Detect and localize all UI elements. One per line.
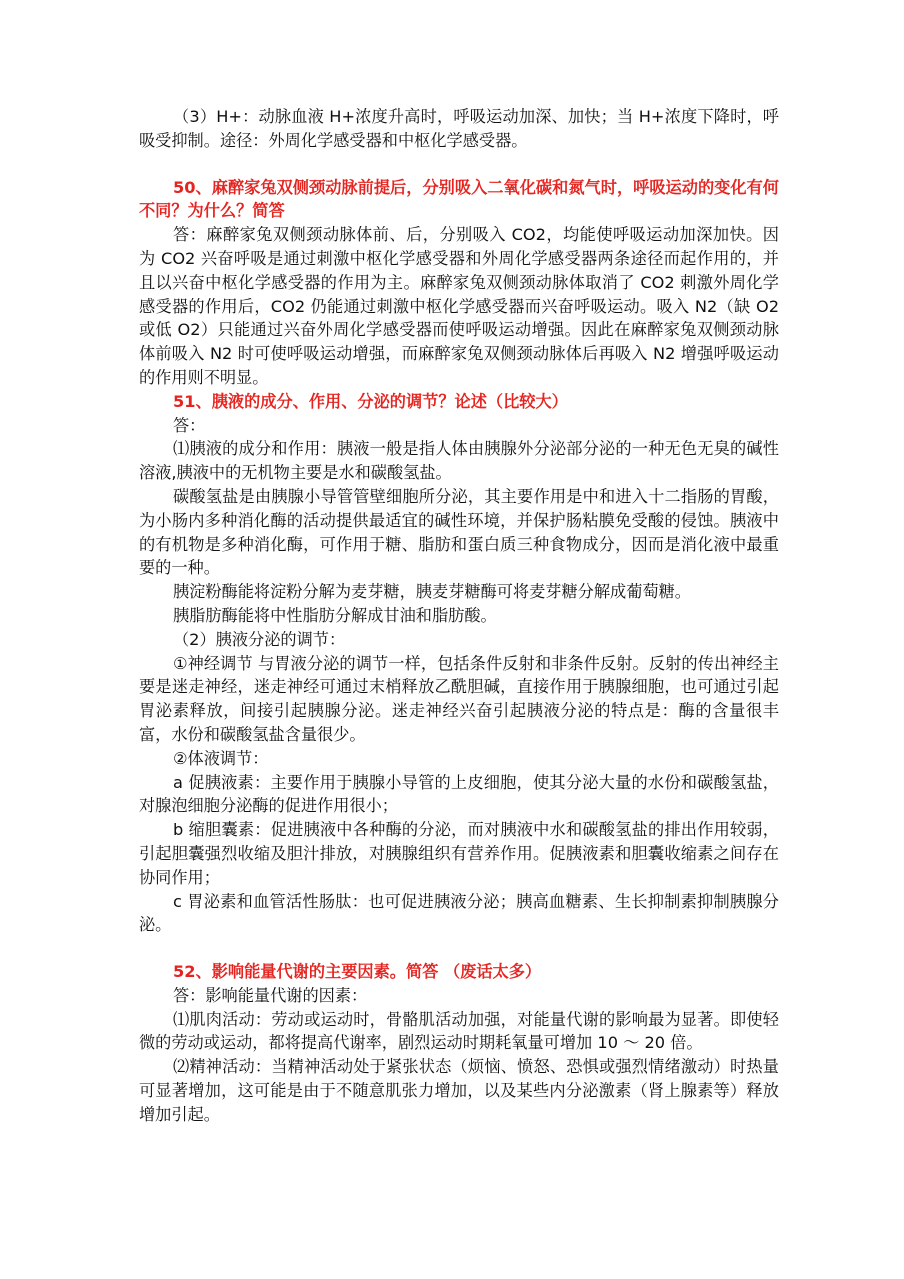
answer-51-humoral-title: ②体液调节：	[173, 748, 269, 768]
answer-51-cck: b 缩胆囊素：促进胰液中各种酶的分泌，而对胰液中水和碳酸氢盐的排出作用较弱，引起胆囊强烈收缩及胆汁排放，对胰腺组织有营养作用。促胰液素和胆囊收缩素之间存在协同作用；	[139, 820, 779, 887]
answer-51-secretin: a 促胰液素：主要作用于胰腺小导管的上皮细胞，使其分泌大量的水份和碳酸氢盐，对腺泡细胞分泌酶的促进作用很小；	[139, 772, 779, 816]
heading-question-50: 50、麻醉家兔双侧颈动脉前提后，分别吸入二氧化碳和氮气时，呼吸运动的变化有何不同？为什么？简答	[139, 177, 779, 221]
answer-50: 答：麻醉家兔双侧颈动脉体前、后，分别吸入 CO2，均能使呼吸运动加深加快。因为 CO2 兴奋呼吸是通过刺激中枢化学感受器和外周化学感受器两条途径而起作用的，并且以兴奋中枢化学感受器的作用为主。麻醉家兔双侧颈动脉体取消了 CO2 刺激外周化学感受器的作用后，CO2 仍能通过刺激中枢化学感受器而兴奋呼吸运动。吸入 N2（缺 O2 或低 O2）只能通过兴奋外周化学感受器而使呼吸运动增强。因此在麻醉家兔双侧颈动脉体前吸入 N2 时可使呼吸运动增强，而麻醉家兔双侧颈动脉体后再吸入 N2 增强呼吸运动的作用则不明显。	[139, 225, 779, 387]
document-body	[139, 105, 779, 1127]
answer-52-label: 答：影响能量代谢的因素：	[173, 985, 368, 1005]
heading-question-52: 52、影响能量代谢的主要因素。简答 （废话太多）	[173, 962, 542, 982]
answer-51-gastrin: c 胃泌素和血管活性肠肽：也可促进胰液分泌；胰高血糖素、生长抑制素抑制胰腺分泌。	[139, 891, 779, 935]
heading-question-51: 51、胰液的成分、作用、分泌的调节？论述（比较大）	[173, 391, 568, 411]
answer-51-bicarbonate: 碳酸氢盐是由胰腺小导管管壁细胞所分泌，其主要作用是中和进入十二指肠的胃酸，为小肠内多种消化酶的活动提供最适宜的碱性环境，并保护肠粘膜免受酸的侵蚀。胰液中的有机物是多种消化酶，可作用于糖、脂肪和蛋白质三种食物成分，因而是消化液中最重要的一种。	[139, 486, 779, 578]
answer-51-composition: ⑴胰液的成分和作用：胰液一般是指人体由胰腺外分泌部分泌的一种无色无臭的碱性溶液,胰液中的无机物主要是水和碳酸氢盐。	[139, 439, 779, 483]
paragraph-h-plus: （3）H+：动脉血液 H+浓度升高时，呼吸运动加深、加快；当 H+浓度下降时，呼吸受抑制。途径：外周化学感受器和中枢化学感受器。	[139, 107, 779, 150]
answer-52-mental: ⑵精神活动：当精神活动处于紧张状态（烦恼、愤怒、恐惧或强烈情绪激动）时热量可显著增加，这可能是由于不随意肌张力增加，以及某些内分泌激素（肾上腺素等）释放增加引起。	[139, 1057, 779, 1124]
answer-51-amylase: 胰淀粉酶能将淀粉分解为麦芽糖，胰麦芽糖酶可将麦芽糖分解成葡萄糖。	[173, 582, 691, 602]
answer-51-label: 答：	[173, 415, 206, 435]
answer-51-regulation-title: （2）胰液分泌的调节：	[173, 629, 346, 649]
answer-51-neural-regulation: ①神经调节 与胃液分泌的调节一样，包括条件反射和非条件反射。反射的传出神经主要是迷走神经，迷走神经可通过末梢释放乙酰胆碱，直接作用于胰腺细胞，也可通过引起胃泌素释放，间接引起胰腺分泌。迷走神经兴奋引起胰液分泌的特点是：酶的含量很丰富，水份和碳酸氢盐含量很少。	[139, 653, 779, 744]
answer-51-lipase: 胰脂肪酶能将中性脂肪分解成甘油和脂肪酸。	[173, 605, 497, 625]
spacer	[139, 937, 779, 960]
spacer	[139, 153, 779, 176]
answer-52-muscle: ⑴肌肉活动：劳动或运动时，骨骼肌活动加强，对能量代谢的影响最为显著。即使轻微的劳动或运动，都将提高代谢率，剧烈运动时期耗氧量可增加 10 ～ 20 倍。	[139, 1009, 779, 1053]
